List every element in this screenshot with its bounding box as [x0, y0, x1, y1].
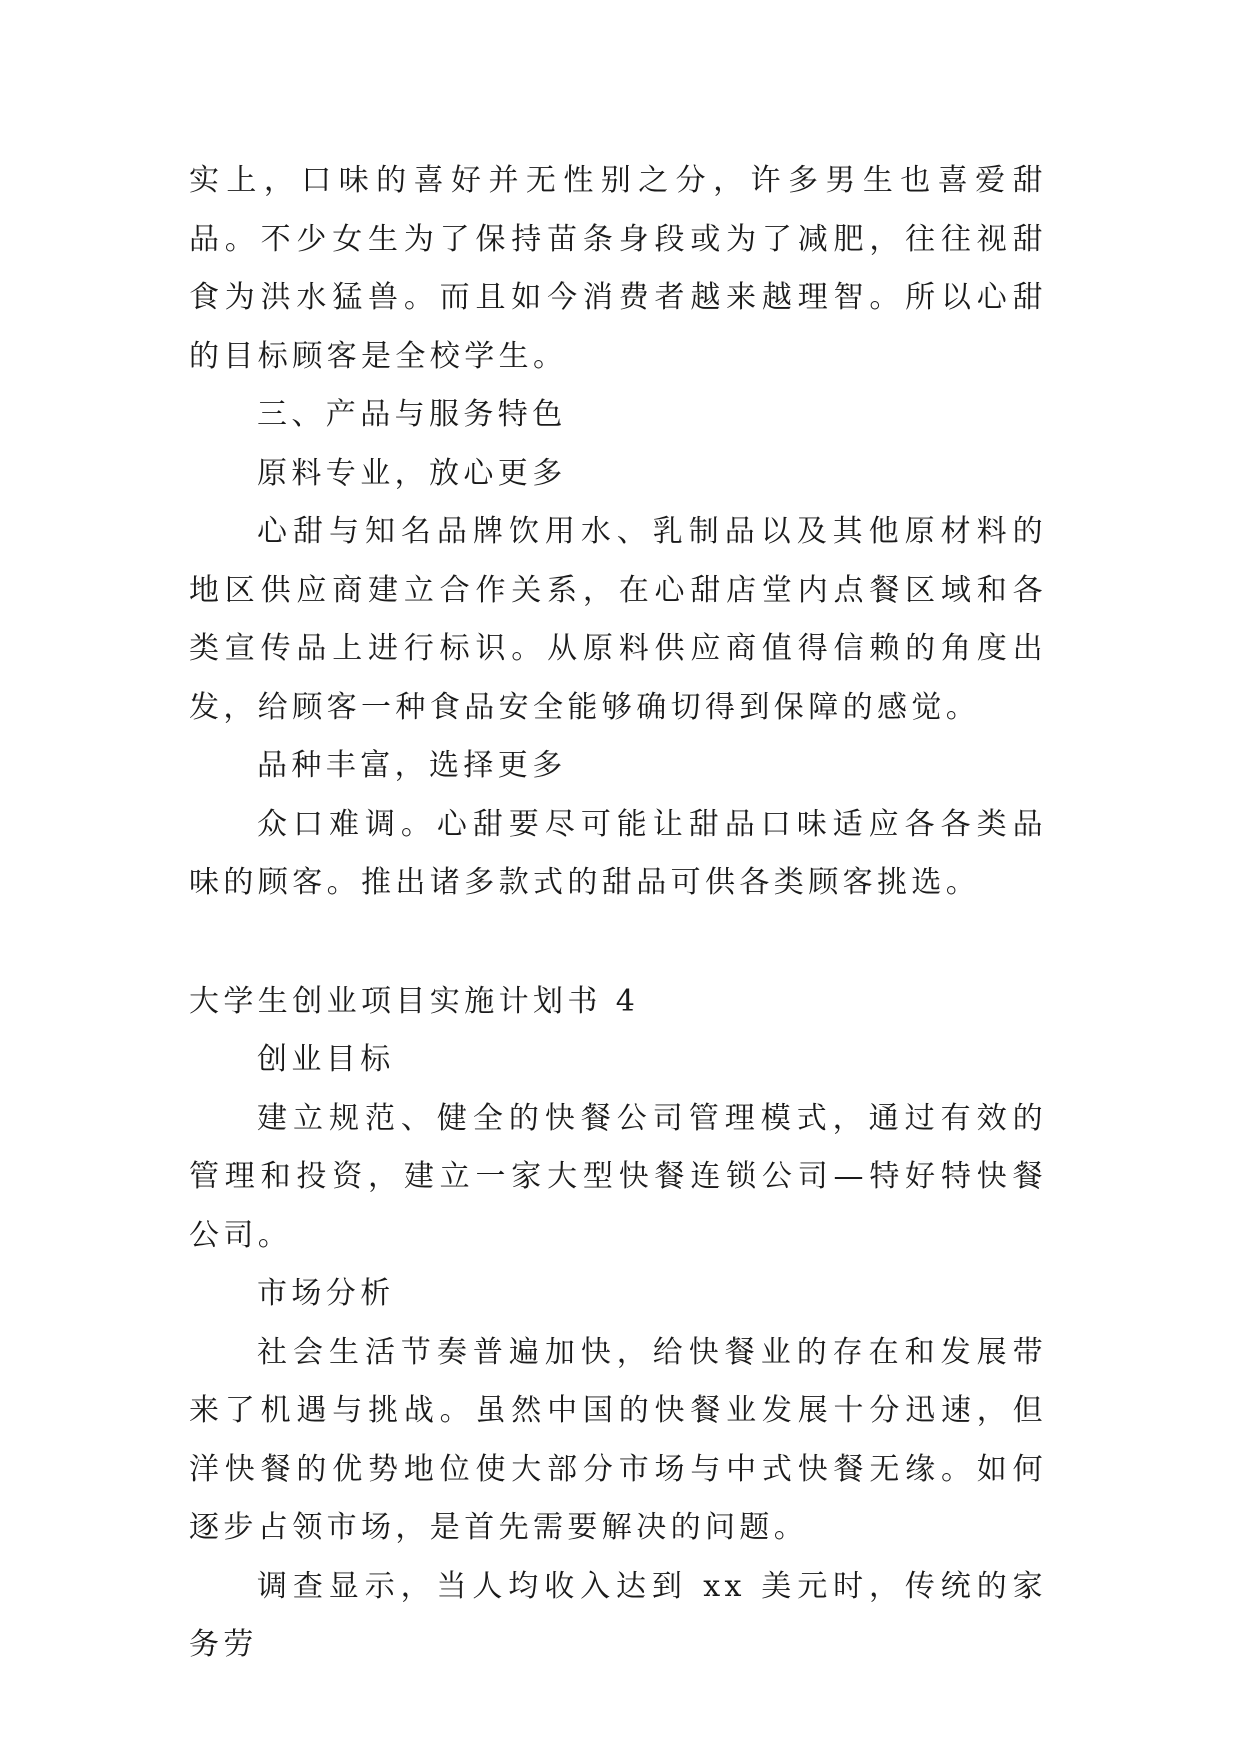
section-title-plan-4: 大学生创业项目实施计划书 4: [189, 983, 640, 1019]
paragraph-market-analysis: 社会生活节奏普遍加快，给快餐业的存在和发展带来了机遇与挑战。虽然中国的快餐业发展十分迅速，但洋快餐的优势地位使大部分市场与中式快餐无缘。如何逐步占领市场，是首先需要解决的问题。: [189, 1334, 1047, 1545]
heading-goals: 创业目标: [257, 1042, 395, 1077]
paragraph-ingredients: 心甜与知名品牌饮用水、乳制品以及其他原材料的地区供应商建立合作关系，在心甜店堂内点餐区域和各类宣传品上进行标识。从原料供应商值得信赖的角度出发，给顾客一种食品安全能够确切得到保障的感觉。: [189, 514, 1047, 725]
paragraph-survey: 调查显示，当人均收入达到 xx 美元时，传统的家务劳: [189, 1568, 1047, 1662]
document-body: [189, 152, 1047, 1675]
heading-ingredients: 原料专业，放心更多: [257, 455, 567, 491]
heading-product-service: 三、产品与服务特色: [257, 397, 567, 432]
heading-variety: 品种丰富，选择更多: [257, 748, 567, 783]
paragraph-variety: 众口难调。心甜要尽可能让甜品口味适应各各类品味的顾客。推出诸多款式的甜品可供各类顾客挑选。: [189, 806, 1047, 900]
heading-market-analysis: 市场分析: [257, 1276, 395, 1311]
paragraph-goals: 建立规范、健全的快餐公司管理模式，通过有效的管理和投资，建立一家大型快餐连锁公司—特好特快餐公司。: [189, 1100, 1047, 1253]
paragraph-target-customers: 实上，口味的喜好并无性别之分，许多男生也喜爱甜品。不少女生为了保持苗条身段或为了减肥，往往视甜食为洪水猛兽。而且如今消费者越来越理智。所以心甜的目标顾客是全校学生。: [189, 163, 1047, 374]
